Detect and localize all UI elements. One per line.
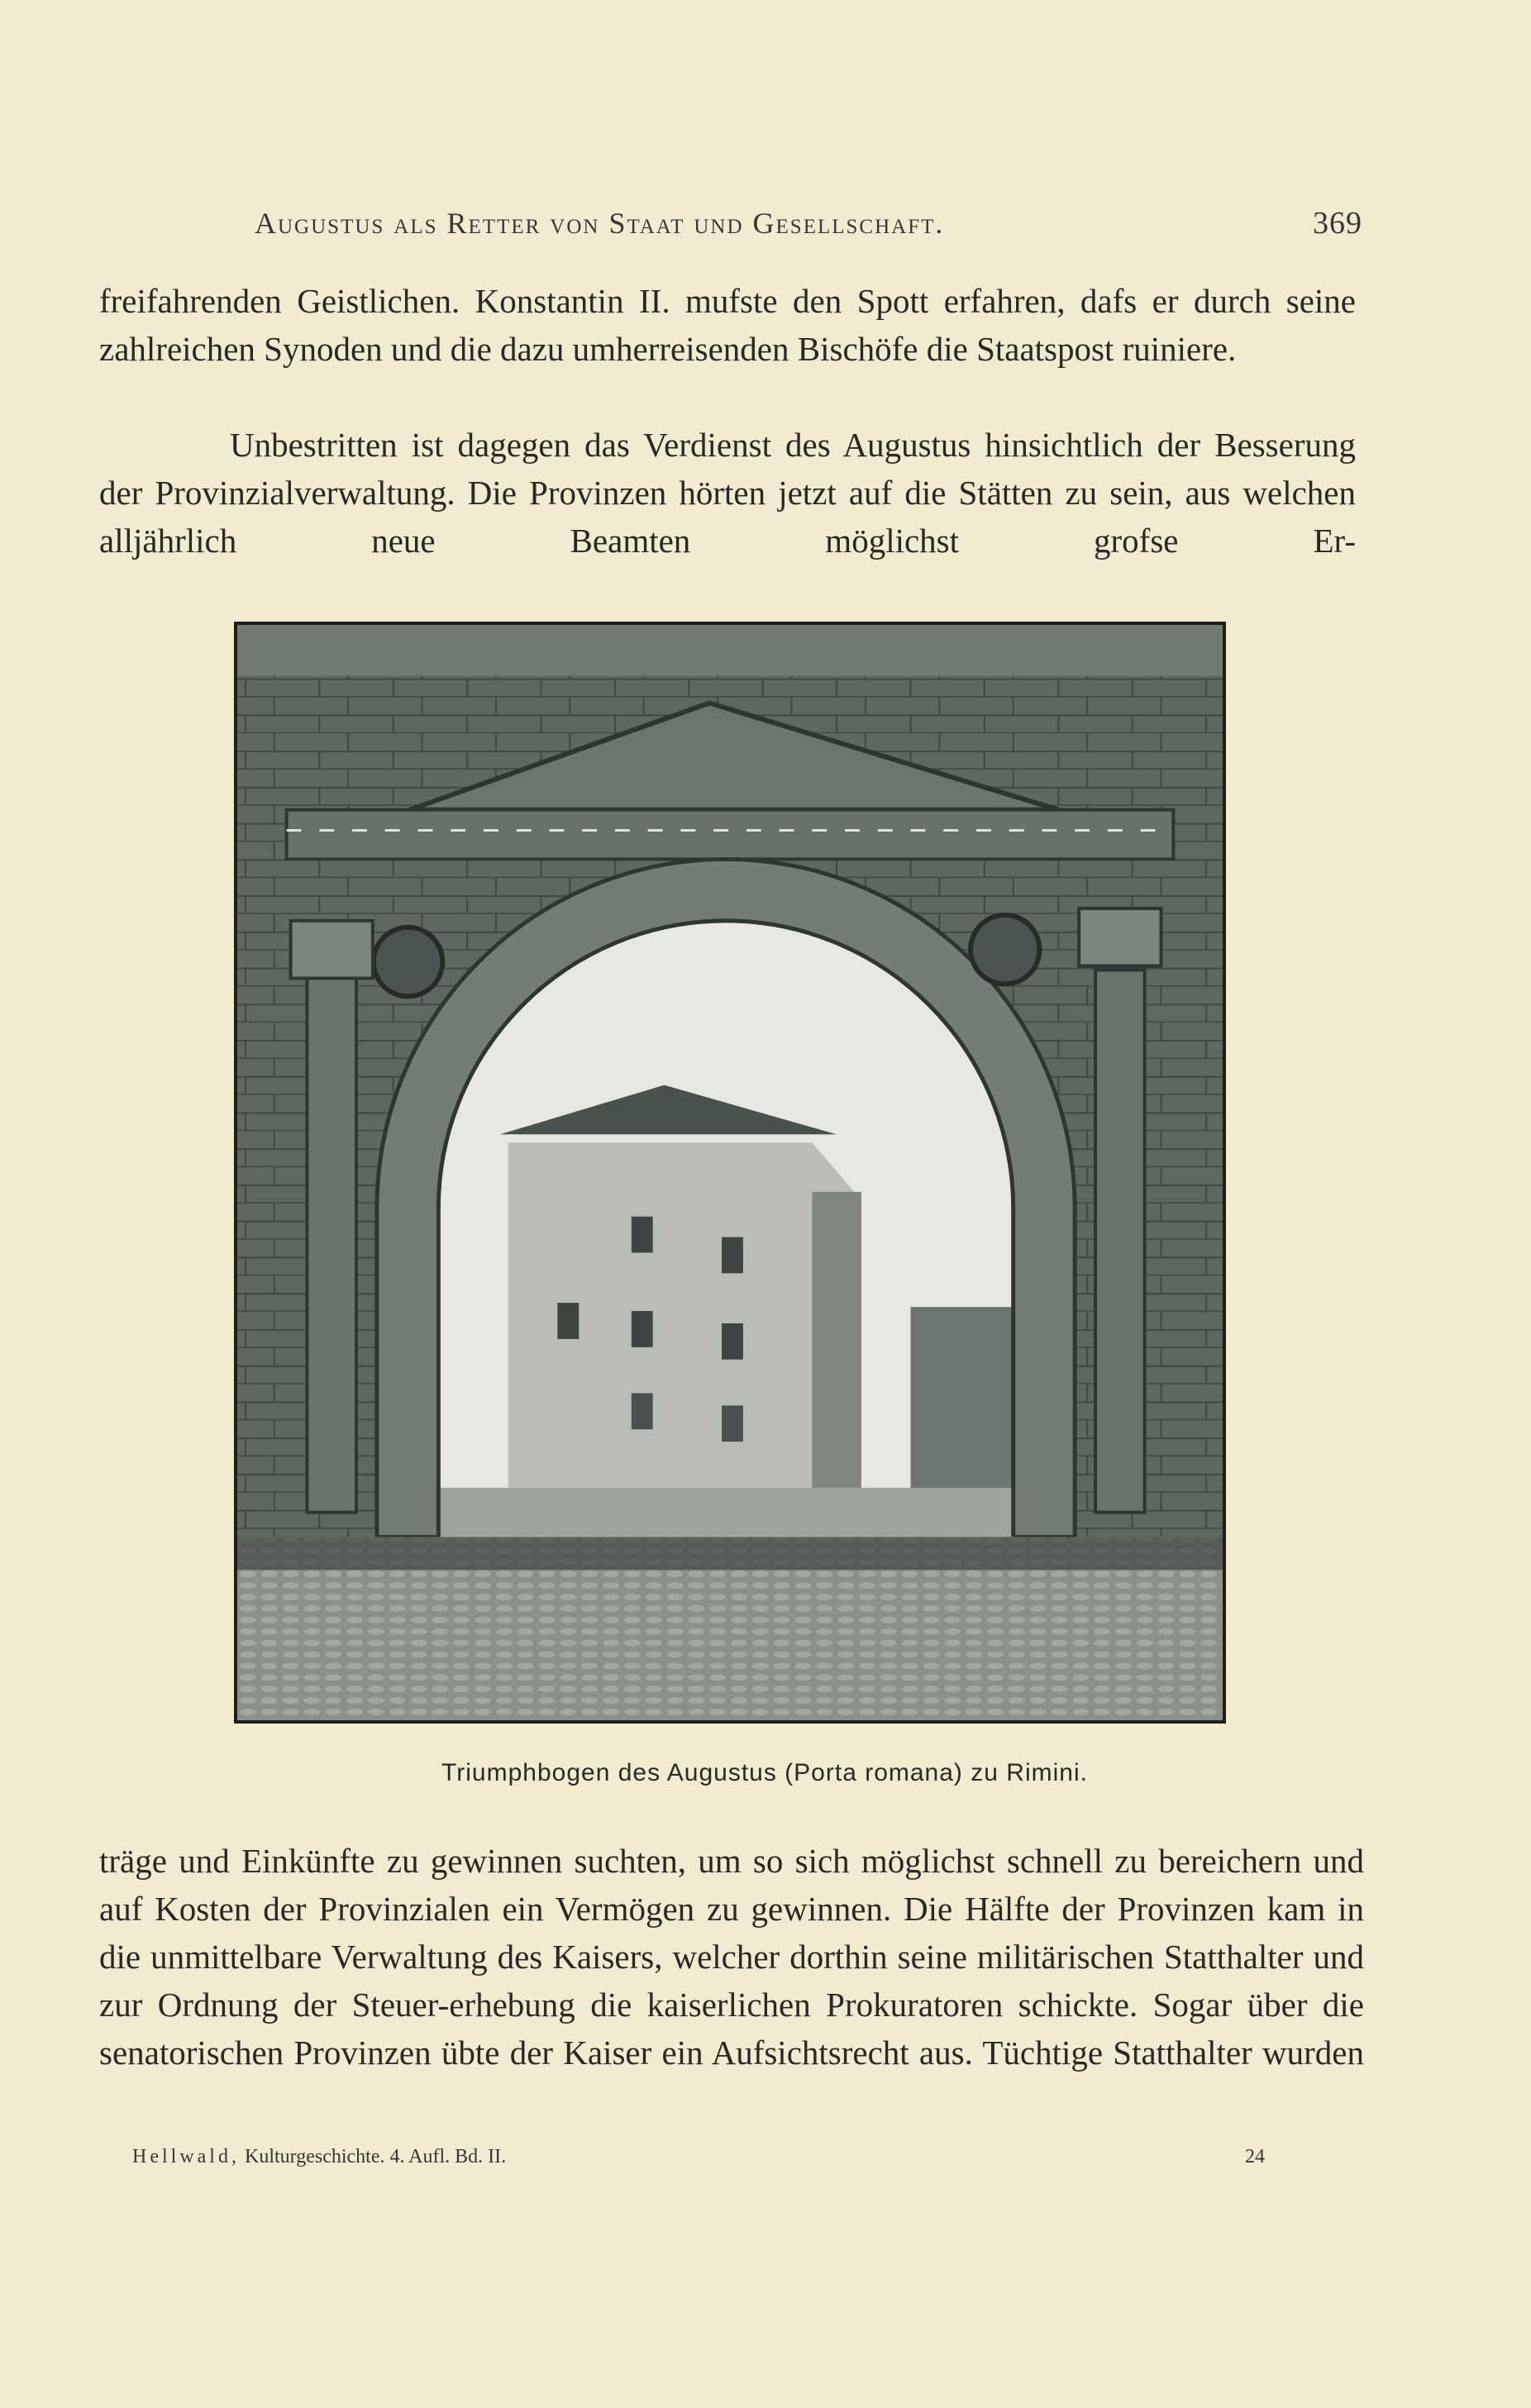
footer-work: Kulturgeschichte. 4. Aufl. Bd. II. (244, 2146, 507, 2167)
footer-citation (132, 2146, 506, 2168)
page-number: 369 (1313, 206, 1362, 241)
page-footer (132, 2146, 1265, 2168)
paragraph-2: Unbestritten ist dagegen das Verdienst des Augustus hinsichtlich der Besserung der Provinzialverwaltung. Die Provinzen hörten jetzt auf die Stätten zu sein, aus welchen alljährlich neue Beamten möglichst grofse Er- (99, 426, 1356, 560)
footer-signature: 24 (1245, 2146, 1265, 2167)
footer-author: Hellwald, (132, 2146, 240, 2167)
paragraph-1: freifahrenden Geistlichen. Konstantin II. mufste den Spott erfahren, dafs er durch seine zahlreichen Synoden und die dazu umherreisenden Bischöfe die Staatspost ruiniere. (99, 282, 1356, 368)
arch-illustration (237, 625, 1223, 1720)
running-title: Augustus als Retter von Staat und Gesellschaft. (255, 207, 945, 240)
arch-photograph (234, 622, 1226, 1724)
running-header (255, 205, 1362, 246)
paragraph-3: träge und Einkünfte zu gewinnen suchten, um so sich möglichst schnell zu bereichern und auf Kosten der Provinzialen ein Vermögen zu gewinnen. Die Hälfte der Provinzen kam in die unmittelbare Verwaltung des Kaisers, welcher dorthin seine militärischen Statthalter und zur Ordnung der Steuer-erhebung die kaiserlichen Prokuratoren schickte. Sogar über die senatorischen Provinzen übte der Kaiser ein Aufsichtsrecht aus. Tüchtige Statthalter wurden (99, 1842, 1364, 2072)
figure-caption: Triumphbogen des Augustus (Porta romana) zu Rimini. (441, 1759, 1088, 1786)
